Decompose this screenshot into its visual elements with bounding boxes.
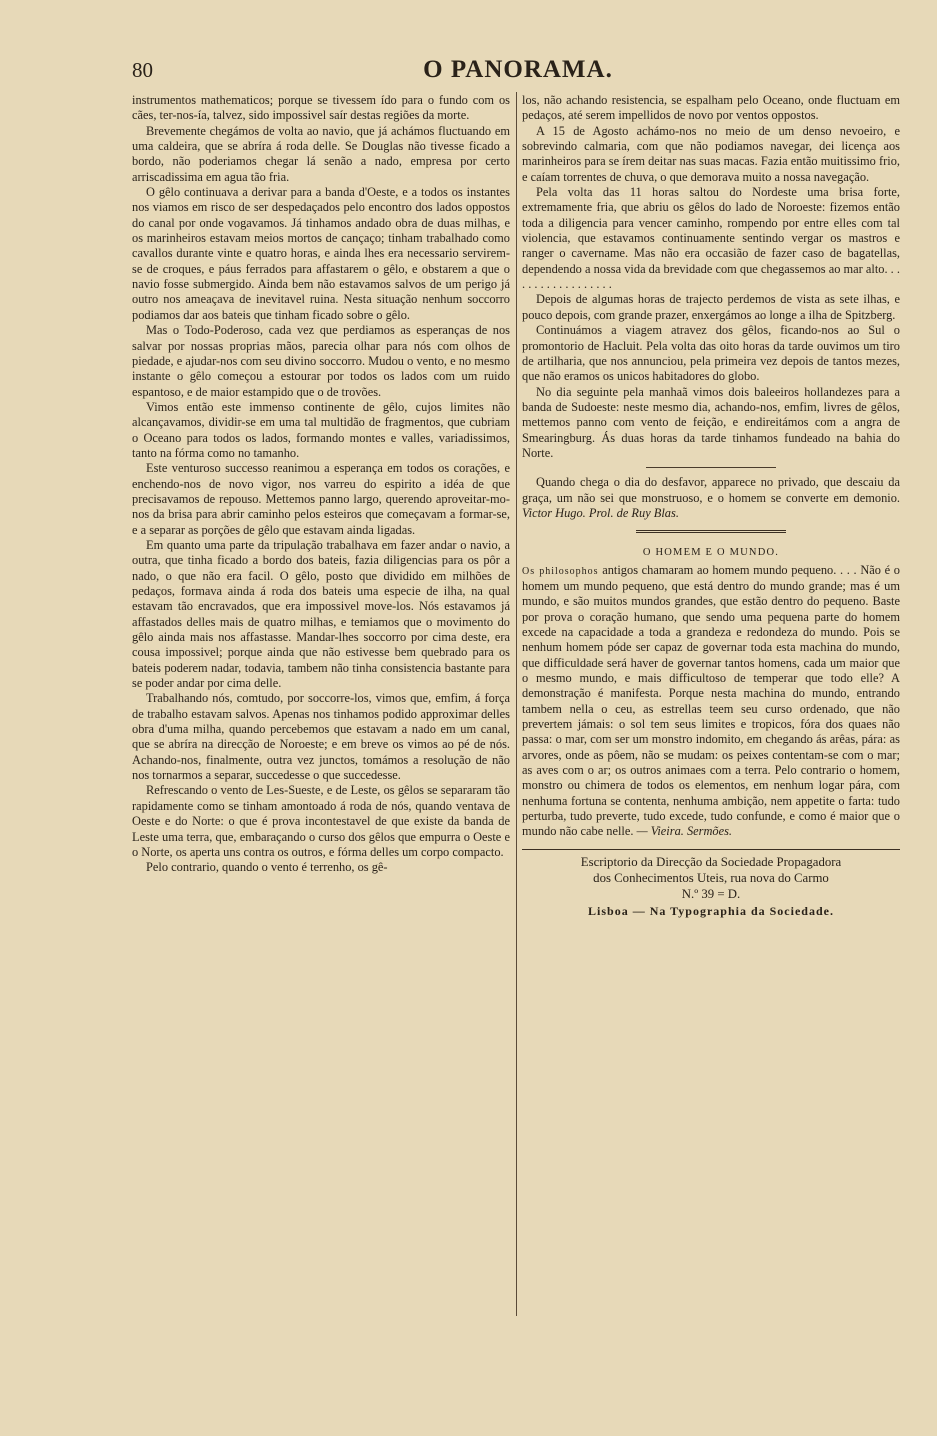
notice-line: Escriptorio da Direcção da Sociedade Propagadora (580, 854, 842, 869)
page-header (132, 56, 904, 86)
essay-attribution: — Vieira. Sermões. (636, 824, 733, 839)
column-divider (516, 92, 517, 1316)
essay-paragraph (522, 563, 900, 840)
paragraph: los, não achando resistencia, se espalham pelo Oceano, onde fluctuam em pedaços, até serem impellidos de novo por ventos oppostos. (522, 93, 900, 123)
quote-text: Quando chega o dia do desfavor, apparece no privado, que descaiu da graça, um não sei que monstruoso, e o homem se converte em demonio. (522, 475, 900, 505)
paragraph: A 15 de Agosto achámo-nos no meio de um denso nevoeiro, e sobrevindo calmaria, com que não podiamos navegar, dei licença aos marinheiros para se írem deitar nas suas macas. Fazia então muitissimo frio, e caíam torrentes de chuva, o que demorava muito a nossa navegação. (522, 123, 900, 184)
journal-title: O PANORAMA. (423, 56, 613, 83)
double-rule (636, 530, 786, 533)
paragraph: Pelo contrario, quando o vento é terrenho, os gê- (146, 860, 388, 875)
paragraph: Refrescando o vento de Les-Sueste, e de Leste, os gêlos se separaram tão rapidamente como se tinham amontoado á roda de nós, quando ventava de Oeste e do Norte: o que é prova incontestavel de que existe da banda de Leste uma terra, que, embaraçando o curso dos gêlos que empurra o Oeste e o Norte, os aperta uns contra os outros, e fórma delles um corpo compacto. (132, 783, 510, 859)
essay-lead: Os philosophos (522, 565, 599, 577)
paragraph: instrumentos mathematicos; porque se tivessem ído para o fundo com os cães, ter-nos-ía, talvez, sido impossivel saír destas regiões da morte. (132, 93, 510, 123)
paragraph: No dia seguinte pela manhaã vimos dois baleeiros hollandezes para a banda de Sudoeste: neste mesmo dia, achando-nos, emfim, livres de gêlos, mettemos panno com vento de feição, e endireitámos com a angra de Smearingburg. Ás duas horas da tarde tinhamos fundeado na bahia do Norte. (522, 384, 900, 460)
paragraph: Vimos então este immenso continente de gêlo, cujos limites não alcançavamos, dividir-se em uma tal multidão de fragmentos, que cubriam o Oceano para todos os lados, formando montes e valles, variadissimos, tanto na fórma como no tamanho. (132, 399, 510, 460)
quote-attribution: Victor Hugo. Prol. de Ruy Blas. (522, 505, 679, 520)
paragraph: Brevemente chegámos de volta ao navio, que já achámos fluctuando em uma caldeira, que se abríra á roda delle. Se Douglas não tivesse ficado a bordo, não poderiamos chegar lá senão a nado, empresa por certo arriscadissima em agua tão fria. (132, 123, 510, 184)
left-column (132, 93, 510, 876)
essay-text: antigos chamaram ao homem mundo pequeno. . . . Não é o homem um mundo pequeno, que está dentro do mundo grande; mas é um mundo, e são muitos mundos grandes, que estão dentro do pequeno. Baste por prova o coração humano, que sendo uma pequena parte do homem excede na capacidade a toda a grandeza e redondeza do mundo. Pois se nenhum homem póde ser capaz de governar toda esta machina do mundo, que difficuldade será haver de governar tantos homens, cada um maior que o mesmo mundo, e mais difficultoso de temperar que todo elle? A demonstração é manifesta. Porque nesta machina do mundo, entrando tambem nella o ceu, as estrellas teem seu curso ordenado, que não prevertem jámais: o sol tem seus limites e tropicos, fóra dos quaes não passa: o mar, com ser um monstro indomito, em chegando ás arêas, pára: as arvores, onde as pôem, não se mudam: os peixes contentam-se com o mar; as aves com o ar; os outros animaes com a terra. Pelo contrario o homem, monstro ou chimera de todos os elementos, em nenhum logar pára, com nenhuma fortuna se contenta, nenhuma ambição, nem appetite o farta: tudo perturba, tudo preverte, tudo excede, tudo confunde, e como é maior que o mundo não cabe nelle. (522, 562, 900, 839)
epigraph-quote (522, 475, 900, 521)
section-title: O HOMEM E O MUNDO. (642, 547, 780, 559)
paragraph: Pela volta das 11 horas saltou do Nordeste uma brisa forte, extremamente fria, que abriu os gêlos do lado de Noroeste: fizemos então toda a diligencia para vencer caminho, rompendo por entre elles com tal violencia, que estavamos continuamente sentindo vergar os mastros e ranger o cavername. Mas não era occasião de fazer caso de bagatellas, dependendo a nossa vida da brevidade com que chegassemos ao mar alto. . . . . . . . . . . . . . . . . . (522, 185, 900, 292)
publisher-notice (522, 854, 900, 902)
paragraph: Este venturoso successo reanimou a esperança em todos os corações, e enchendo-nos de novo vigor, nos varreu do espirito a idéa de que precisavamos de repouso. Mettemos panno largo, querendo aproveitar-mo-nos da brisa para abrir caminho pelos esteiros que começavam a formar-se, e a separar as porções de gêlo que estavam ainda ligadas. (132, 461, 510, 537)
imprint: Lisboa — Na Typographia da Sociedade. (588, 903, 834, 918)
paragraph: Depois de algumas horas de trajecto perdemos de vista as sete ilhas, e pouco depois, com grande prazer, enxergámos ao longe a ilha de Spitzberg. (522, 292, 900, 322)
right-column (522, 93, 900, 919)
notice-line: N.º 39 = D. (681, 886, 741, 901)
paragraph: Mas o Todo-Poderoso, cada vez que perdiamos as esperanças de nos salvar por nossas proprias mãos, parecia olhar para nós com olhos de piedade, e ajudar-nos com seu divino soccorro. Mudou o vento, e no mesmo instante o gêlo começou a estourar por todos os lados com um ruido espantoso, e de maior estampido que o de trovões. (132, 323, 510, 399)
paragraph: Trabalhando nós, comtudo, por soccorre-los, vimos que, emfim, á força de trabalho estavam salvos. Apenas nos tinhamos podido approximar delles obra d'uma milha, quando percebemos que estavam a nado em um canal, que se abríra na direcção de Noroeste; e em breve os vimos ao pé de nós. Achando-nos, finalmente, outra vez junctos, tomámos a resolução de não nos tornarmos a separar, succedesse o que succedesse. (132, 691, 510, 783)
paragraph: Em quanto uma parte da tripulação trabalhava em fazer andar o navio, a outra, que tinha ficado a bordo dos bateis, fazia diligencias para os pôr a nado, o que não era facil. O gêlo, posto que dividido em milhões de pedaços, formava ainda á roda dos bateis uma especie de ilha, na qual estavam tão encravados, que era impossivel move-los. Nós estavamos já affastados delles mais de quatro milhas, e temiamos que o movimento do gêlo ainda mais nos affastasse. Mandar-lhes soccorro por cima deste, era cousa impossivel; porque ainda que não estivesse bem quebrado para os bateis poderem nadar, todavia, tambem não tinha consistencia bastante para se poder andar por cima delle. (132, 537, 510, 691)
notice-line: dos Conhecimentos Uteis, rua nova do Carmo (593, 870, 829, 885)
page-number: 80 (132, 58, 153, 82)
separator-rule (646, 467, 776, 468)
paragraph: Continuámos a viagem atravez dos gêlos, ficando-nos ao Sul o promontorio de Hacluit. Pela volta das oito horas da tarde ouvimos um tiro de artilharia, que nos annunciou, pela primeira vez depois de tantos mezes, que não eramos os unicos habitadores do globo. (522, 323, 900, 384)
paragraph: O gêlo continuava a derivar para a banda d'Oeste, e a todos os instantes nos viamos em risco de ser despedaçados pelo encontro dos lados oppostos do canal por onde vogavamos. Já tinhamos andado obra de duas milhas, e os marinheiros estavam meios mortos de cançaço; tinham trabalhado como cavallos durante vinte e quatro horas, e ainda lhes era necessario servirem-se de croques, e páus ferrados para affastarem o gêlo, e obstarem a que o navio fosse submergido. Ainda bem não estavamos salvos de um perigo já outro nos ameaçava de inevitavel ruina. Nesta situação nenhum soccorro podiamos dar aos bateis que tinham ficado sobre o gêlo. (132, 185, 510, 322)
footer-rule (522, 849, 900, 850)
